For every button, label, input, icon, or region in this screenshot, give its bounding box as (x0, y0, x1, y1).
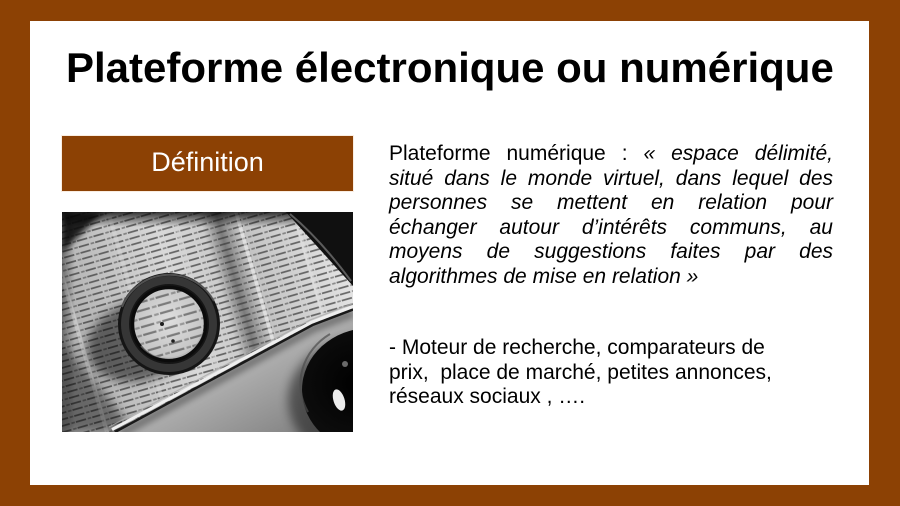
quote-line: moyens de suggestions faites par des (389, 240, 833, 263)
definition-badge (62, 136, 353, 191)
slide (30, 21, 869, 485)
quote-line: situé dans le monde virtuel, dans lequel des (389, 166, 833, 190)
list-line: réseaux sociaux , …. (389, 385, 586, 408)
quote-lead-text: Plateforme numérique : (389, 142, 644, 165)
quote-line: échanger autour d’intérêts communs, au (389, 215, 833, 239)
quote-line: algorithmes de mise en relation » (389, 264, 699, 288)
examples-list-paragraph (389, 336, 833, 410)
list-line: - Moteur de recherche, comparateurs de (389, 336, 765, 359)
list-line: prix, place de marché, petites annonces, (389, 360, 772, 384)
quote-line: personnes se mettent en relation pour (389, 191, 833, 214)
definition-badge-label: Définition (151, 147, 264, 177)
body-text-column (389, 142, 833, 410)
quote-line (389, 142, 833, 167)
lens-on-dictionary-illustration (62, 212, 353, 432)
dictionary-photo (62, 212, 353, 432)
quote-italic-text: « espace délimité, (643, 142, 833, 165)
page-title: Plateforme électronique ou numérique (66, 44, 834, 91)
definition-quote-paragraph (389, 142, 833, 289)
